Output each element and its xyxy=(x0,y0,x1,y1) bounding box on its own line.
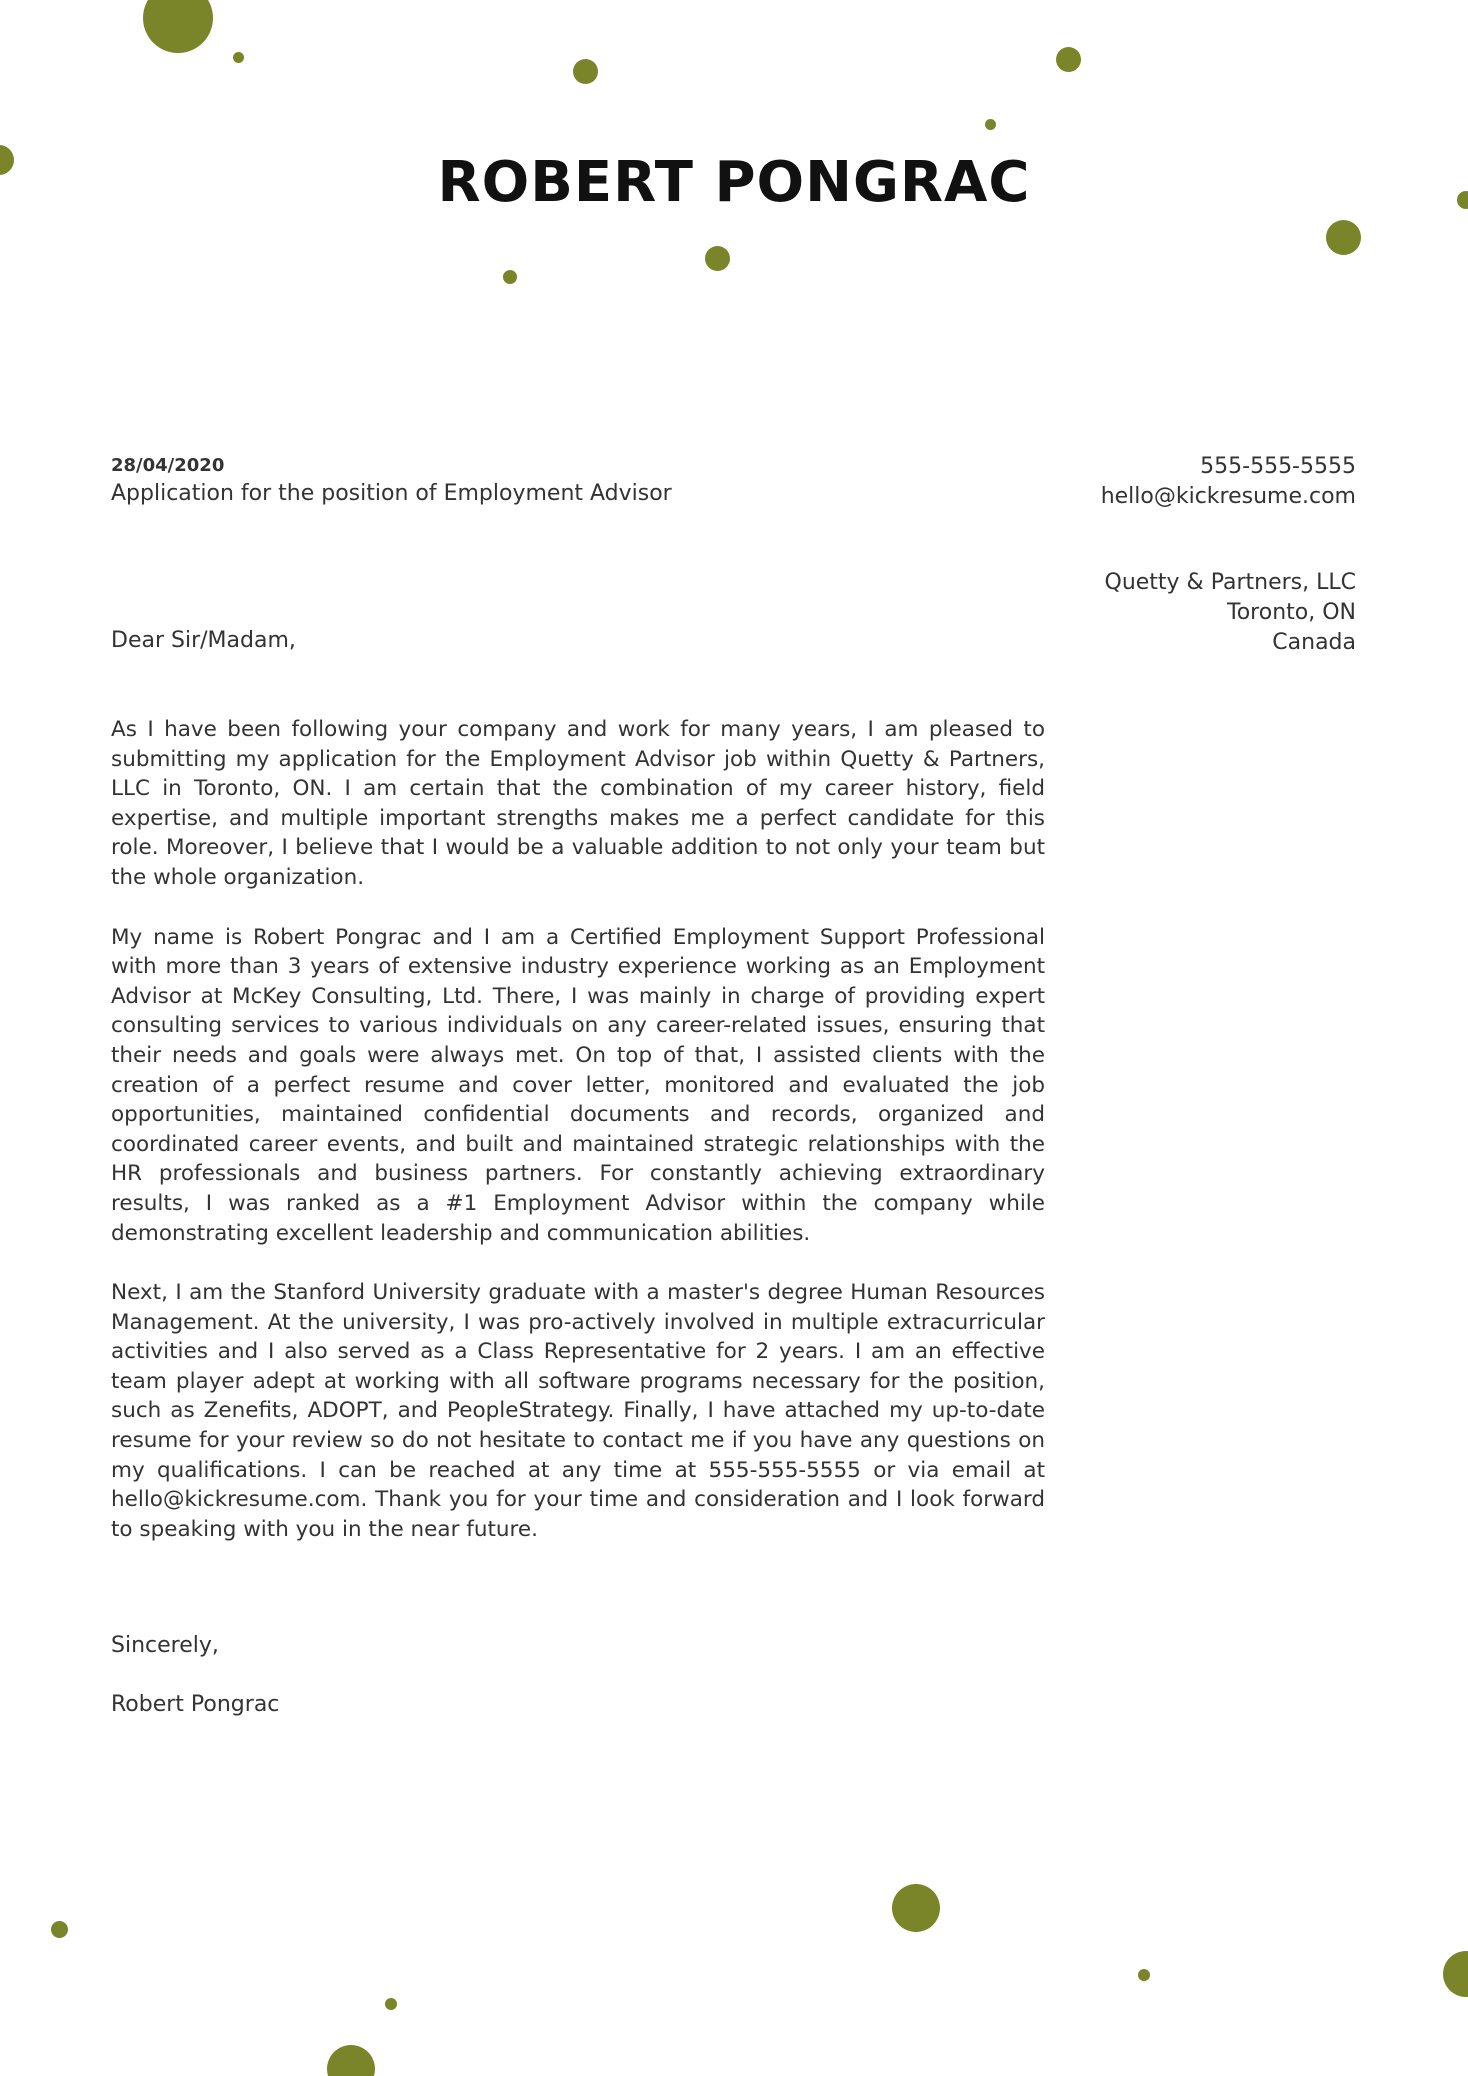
recipient-city: Toronto, ON xyxy=(1227,600,1356,625)
decorative-dot xyxy=(385,1998,397,2010)
decorative-dot xyxy=(573,59,598,84)
decorative-dot xyxy=(327,2045,375,2076)
decorative-dot xyxy=(1326,220,1361,255)
letter-date: 28/04/2020 xyxy=(111,455,225,476)
decorative-dot xyxy=(503,270,517,284)
body-paragraph: My name is Robert Pongrac and I am a Certified Employment Support Professional with more than 3 years of extensive industry experience working as an Employment Advisor at McKey Consulting, Ltd. There, I was mainly in charge of providing expert consulting services to various individuals on any career-related issues, ensuring that their needs and goals were always met. On top of that, I assisted clients with the creation of a perfect resume and cover letter, monitored and evaluated the job opportunities, maintained confidential documents and records, organized and coordinated career events, and built and maintained strategic relationships with the HR professionals and business partners. For constantly achieving extraordinary results, I was ranked as a #1 Employment Advisor within the company while demonstrating excellent leadership and communication abilities. xyxy=(111,924,1045,1246)
decorative-dot xyxy=(1056,47,1081,72)
recipient-country: Canada xyxy=(1272,630,1356,655)
applicant-name: ROBERT PONGRAC xyxy=(437,150,1031,215)
sender-contact xyxy=(1101,452,1356,512)
signature-name: Robert Pongrac xyxy=(111,1692,280,1717)
letter-body xyxy=(111,715,1045,1574)
decorative-dot xyxy=(892,1884,940,1932)
sender-phone: 555-555-5555 xyxy=(1200,454,1356,479)
sender-email: hello@kickresume.com xyxy=(1100,484,1356,509)
body-paragraph: Next, I am the Stanford University graduate with a master's degree Human Resources Management. At the university, I was pro-actively involved in multiple extracurricular activities and I also served as a Class Representative for 2 years. I am an effective team player adept at working with all software programs necessary for the position, such as Zenefits, ADOPT, and PeopleStrategy. Finally, I have attached my up-to-date resume for your review so do not hesitate to contact me if you have any questions on my qualifications. I can be reached at any time at 555-555-5555 or via email at hello@kickresume.com. Thank you for your time and consideration and I look forward to speaking with you in the near future. xyxy=(111,1280,1045,1542)
decorative-dot xyxy=(705,246,730,271)
decorative-dot xyxy=(1138,1969,1150,1981)
greeting: Dear Sir/Madam, xyxy=(111,628,296,653)
body-paragraph: As I have been following your company and work for many years, I am pleased to submitting my application for the Employment Advisor job within Quetty & Partners, LLC in Toronto, ON. I am certain that the combination of my career history, field expertise, and multiple important strengths makes me a perfect candidate for this role. Moreover, I believe that I would be a valuable addition to not only your team but the whole organization. xyxy=(111,717,1045,890)
decorative-dot xyxy=(143,0,213,53)
decorative-dot xyxy=(1443,1951,1468,1997)
closing: Sincerely, xyxy=(111,1633,219,1658)
decorative-dot xyxy=(233,52,244,63)
recipient-address xyxy=(1105,568,1357,658)
decorative-dot xyxy=(51,1921,68,1938)
letter-subject: Application for the position of Employment Advisor xyxy=(111,481,672,506)
recipient-company: Quetty & Partners, LLC xyxy=(1104,570,1356,595)
decorative-dot xyxy=(985,119,996,130)
